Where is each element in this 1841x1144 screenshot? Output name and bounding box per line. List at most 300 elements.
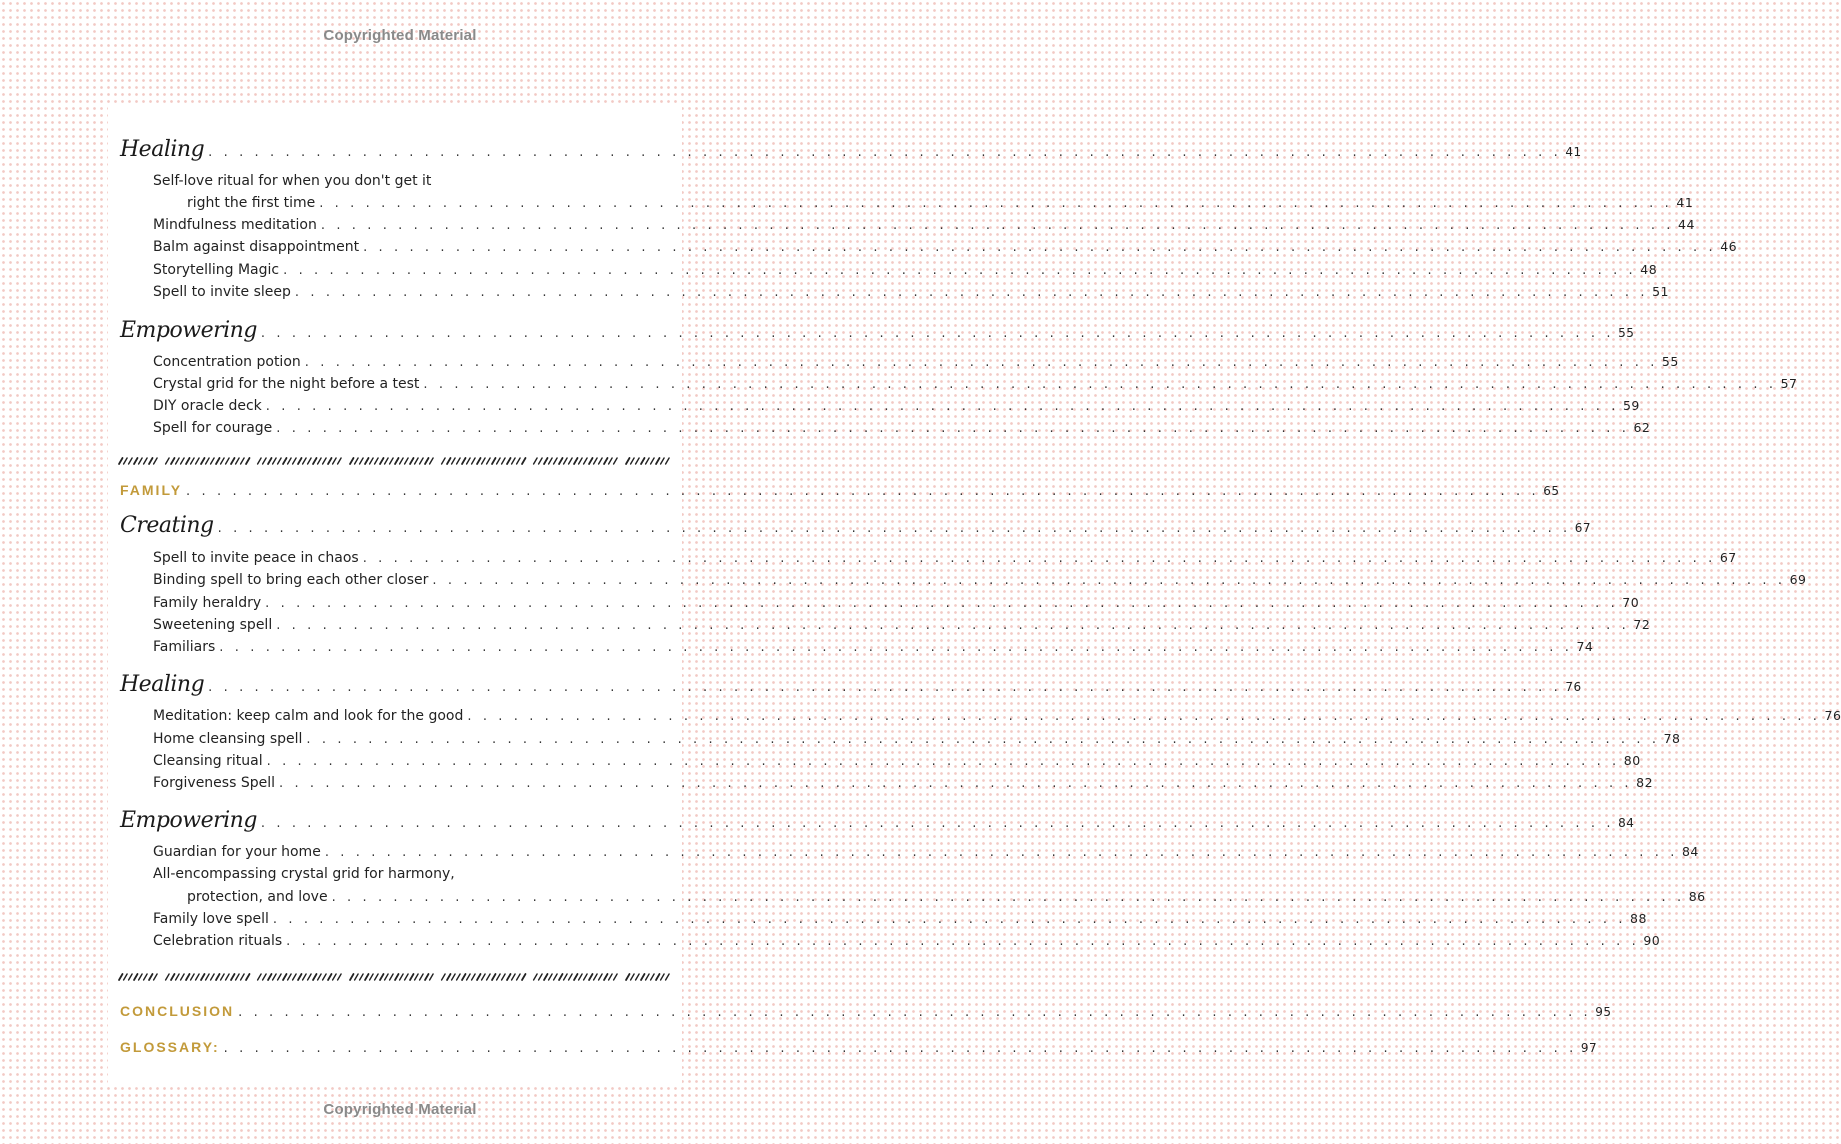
- entry-title: Home cleansing spell: [153, 731, 303, 747]
- section-title: Empowering: [120, 318, 257, 343]
- dot-leader: . . . . . . . . . . . . . . . . . . . . . . . . . . . . . . . . . . . . . . . . . . . . . . . . . . . . . . . . . . . . . . . . . . . . . . . . . . . . . . . . . . . . . . . .: [219, 640, 1573, 655]
- dot-leader: . . . . . . . . . . . . . . . . . . . . . . . . . . . . . . . . . . . . . . . . . . . . . . . . . . . . . . . . . . . . . . . . . . . . . . . . . . . . . . . . . . . . . . . .: [324, 845, 1678, 860]
- divider-stroke: [477, 974, 481, 980]
- divider-stroke: [226, 974, 230, 980]
- page-number: 76: [1824, 708, 1841, 723]
- toc-entry[interactable]: [153, 731, 1681, 747]
- divider-stroke: [452, 974, 456, 980]
- toc-section-creating[interactable]: [120, 513, 1592, 538]
- divider-stroke: [124, 458, 128, 464]
- page-number: 80: [1623, 753, 1641, 768]
- dot-leader: . . . . . . . . . . . . . . . . . . . . . . . . . . . . . . . . . . . . . . . . . . . . . . . . . . . . . . . . . . . . . . . . . . . . . . . . . . . . . . . . . . . . . . . .: [306, 732, 1660, 747]
- divider-stroke: [288, 974, 292, 980]
- divider-stroke: [380, 974, 384, 980]
- toc-chapter-conclusion[interactable]: [120, 1003, 1612, 1020]
- divider-stroke: [298, 974, 302, 980]
- toc-entry[interactable]: [153, 262, 1658, 278]
- divider-stroke: [385, 974, 389, 980]
- entry-title: Meditation: keep calm and look for the good: [153, 708, 464, 724]
- page-number: 51: [1652, 284, 1669, 299]
- dot-leader: . . . . . . . . . . . . . . . . . . . . . . . . . . . . . . . . . . . . . . . . . . . . . . . . . . . . . . . . . . . . . . . . . . . . . . . . . . . . . . . . . . . . . . . .: [238, 1005, 1592, 1020]
- divider-stroke: [579, 458, 583, 464]
- toc-chapter-glossary[interactable]: [120, 1039, 1598, 1056]
- toc-section-empowering[interactable]: [120, 808, 1635, 833]
- divider-stroke: [415, 458, 419, 464]
- divider-stroke: [589, 458, 593, 464]
- divider-stroke: [559, 458, 563, 464]
- divider-stroke: [482, 974, 486, 980]
- divider-stroke: [134, 974, 138, 980]
- divider-stroke: [166, 458, 170, 464]
- page-number: 59: [1622, 398, 1640, 413]
- divider-stroke: [380, 458, 384, 464]
- page-number: 69: [1789, 572, 1807, 587]
- divider-stroke: [544, 974, 548, 980]
- divider-stroke: [263, 974, 267, 980]
- divider-stroke: [599, 458, 603, 464]
- divider-stroke: [492, 458, 496, 464]
- page-number: 78: [1663, 731, 1681, 746]
- toc-section-empowering[interactable]: [120, 318, 1635, 343]
- entry-title: Familiars: [153, 639, 216, 655]
- divider-stroke: [549, 458, 553, 464]
- dot-leader: . . . . . . . . . . . . . . . . . . . . . . . . . . . . . . . . . . . . . . . . . . . . . . . . . . . . . . . . . . . . . . . . . . . . . . . . . . . . . . . . . . . . . . . .: [467, 709, 1821, 724]
- divider-stroke: [186, 974, 190, 980]
- dot-leader: . . . . . . . . . . . . . . . . . . . . . . . . . . . . . . . . . . . . . . . . . . . . . . . . . . . . . . . . . . . . . . . . . . . . . . . . . . . . . . . . . . . . . . . .: [320, 218, 1675, 233]
- divider-stroke: [400, 974, 404, 980]
- divider-stroke: [405, 974, 409, 980]
- divider-stroke: [507, 974, 511, 980]
- toc-entry[interactable]: [153, 398, 1640, 414]
- entry-title: Forgiveness Spell: [153, 775, 275, 791]
- toc-entry-line1: All-encompassing crystal grid for harmony,: [153, 866, 455, 882]
- page-number: 55: [1661, 354, 1679, 369]
- toc-entry[interactable]: [153, 753, 1641, 769]
- divider-stroke: [522, 974, 526, 980]
- divider-stroke: [154, 458, 158, 464]
- divider-stroke: [375, 458, 379, 464]
- divider-stroke: [375, 974, 379, 980]
- dot-leader: . . . . . . . . . . . . . . . . . . . . . . . . . . . . . . . . . . . . . . . . . . . . . . . . . . . . . . . . . . . . . . . . . . . . . . . . . . . . . . . . . . . . . . . .: [276, 618, 1630, 633]
- page-number: 62: [1633, 420, 1651, 435]
- divider-stroke: [241, 974, 245, 980]
- dot-leader: . . . . . . . . . . . . . . . . . . . . . . . . . . . . . . . . . . . . . . . . . . . . . . . . . . . . . . . . . . . . . . . . . . . . . . . . . . . . . . . . . . . . . . . .: [223, 1041, 1577, 1056]
- divider-stroke: [467, 458, 471, 464]
- divider-stroke: [442, 458, 446, 464]
- divider-stroke: [236, 458, 240, 464]
- divider-stroke: [171, 458, 175, 464]
- dot-leader: . . . . . . . . . . . . . . . . . . . . . . . . . . . . . . . . . . . . . . . . . . . . . . . . . . . . . . . . . . . . . . . . . . . . . . . . . . . . . . . . . . . . . . . .: [217, 521, 1571, 536]
- divider-stroke: [661, 458, 665, 464]
- divider-stroke: [410, 974, 414, 980]
- divider-stroke: [641, 458, 645, 464]
- divider-stroke: [661, 974, 665, 980]
- dot-leader: . . . . . . . . . . . . . . . . . . . . . . . . . . . . . . . . . . . . . . . . . . . . . . . . . . . . . . . . . . . . . . . . . . . . . . . . . . . . . . . . . . . . . . . .: [260, 816, 1615, 831]
- divider-stroke: [395, 458, 399, 464]
- divider-stroke: [385, 458, 389, 464]
- copyright-watermark-bottom: Copyrighted Material: [323, 1101, 477, 1118]
- divider-stroke: [323, 974, 327, 980]
- toc-entry-line1: Self-love ritual for when you don't get it: [153, 173, 432, 189]
- divider-stroke: [124, 974, 128, 980]
- entry-title: Spell to invite sleep: [153, 284, 291, 300]
- divider-stroke: [365, 458, 369, 464]
- divider-stroke: [512, 458, 515, 464]
- divider-stroke: [196, 974, 200, 980]
- divider-stroke: [636, 974, 640, 980]
- divider-stroke: [308, 974, 312, 980]
- dot-leader: . . . . . . . . . . . . . . . . . . . . . . . . . . . . . . . . . . . . . . . . . . . . . . . . . . . . . . . . . . . . . . . . . . . . . . . . . . . . . . . . . . . . . . . .: [265, 596, 1619, 611]
- divider-stroke: [231, 458, 235, 464]
- toc-entry[interactable]: [153, 239, 1738, 255]
- dot-leader: . . . . . . . . . . . . . . . . . . . . . . . . . . . . . . . . . . . . . . . . . . . . . . . . . . . . . . . . . . . . . . . . . . . . . . . . . . . . . . . . . . . . . . . .: [319, 196, 1673, 211]
- dot-leader: . . . . . . . . . . . . . . . . . . . . . . . . . . . . . . . . . . . . . . . . . . . . . . . . . . . . . . . . . . . . . . . . . . . . . . . . . . . . . . . . . . . . . . . .: [208, 680, 1562, 695]
- divider-stroke: [462, 974, 466, 980]
- divider-stroke: [360, 458, 364, 464]
- divider-stroke: [201, 458, 205, 464]
- divider-stroke: [350, 458, 354, 464]
- divider-stroke: [216, 974, 220, 980]
- divider-stroke: [181, 974, 185, 980]
- divider-stroke: [487, 974, 491, 980]
- section-title: Healing: [120, 672, 205, 697]
- divider-stroke: [641, 974, 645, 980]
- divider-stroke: [390, 458, 394, 464]
- dot-leader: . . . . . . . . . . . . . . . . . . . . . . . . . . . . . . . . . . . . . . . . . . . . . . . . . . . . . . . . . . . . . . . . . . . . . . . . . . . . . . . . . . . . . . . .: [283, 263, 1637, 278]
- divider-stroke: [134, 458, 138, 464]
- divider-stroke: [420, 974, 424, 980]
- divider-stroke: [221, 458, 225, 464]
- divider-stroke: [487, 458, 491, 464]
- section-title: Healing: [120, 137, 205, 162]
- divider-stroke: [425, 974, 429, 980]
- toc-entry[interactable]: [153, 572, 1807, 588]
- divider-stroke: [405, 458, 409, 464]
- toc-entry[interactable]: [153, 420, 1651, 436]
- divider-stroke: [614, 974, 618, 980]
- divider-stroke: [191, 974, 195, 980]
- entry-title: protection, and love: [187, 889, 328, 905]
- divider-stroke: [273, 458, 277, 464]
- divider-stroke: [246, 974, 250, 980]
- divider-stroke: [554, 974, 558, 980]
- dot-leader: . . . . . . . . . . . . . . . . . . . . . . . . . . . . . . . . . . . . . . . . . . . . . . . . . . . . . . . . . . . . . . . . . . . . . . . . . . . . . . . . . . . . . . . .: [363, 240, 1717, 255]
- divider-stroke: [288, 458, 292, 464]
- divider-stroke: [303, 458, 307, 464]
- divider-stroke: [370, 458, 374, 464]
- divider-stroke: [313, 974, 317, 980]
- divider-stroke: [646, 458, 650, 464]
- divider-stroke: [415, 974, 419, 980]
- divider-stroke: [278, 458, 282, 464]
- entry-title: Spell for courage: [153, 420, 273, 436]
- dot-leader: . . . . . . . . . . . . . . . . . . . . . . . . . . . . . . . . . . . . . . . . . . . . . . . . . . . . . . . . . . . . . . . . . . . . . . . . . . . . . . . . . . . . . . . .: [266, 754, 1620, 769]
- divider-stroke: [395, 974, 399, 980]
- divider-stroke: [656, 974, 660, 980]
- toc-entry[interactable]: [153, 708, 1841, 724]
- divider-stroke: [226, 458, 230, 464]
- divider-stroke: [584, 974, 588, 980]
- divider-stroke: [631, 974, 635, 980]
- divider-stroke: [365, 974, 369, 980]
- divider-stroke: [599, 974, 603, 980]
- entry-title: Spell to invite peace in chaos: [153, 550, 359, 566]
- divider-stroke: [149, 974, 153, 980]
- hatched-divider: [118, 456, 672, 466]
- divider-stroke: [430, 974, 434, 980]
- divider-stroke: [139, 974, 143, 980]
- divider-stroke: [355, 974, 359, 980]
- entry-title: Storytelling Magic: [153, 262, 280, 278]
- divider-stroke: [569, 458, 573, 464]
- entry-title: Balm against disappointment: [153, 239, 360, 255]
- divider-stroke: [492, 974, 496, 980]
- divider-stroke: [646, 974, 650, 980]
- divider-stroke: [430, 458, 434, 464]
- divider-stroke: [328, 974, 332, 980]
- divider-stroke: [574, 974, 578, 980]
- page-number: 46: [1720, 239, 1738, 254]
- divider-stroke: [196, 458, 200, 464]
- divider-stroke: [246, 458, 250, 464]
- divider-stroke: [636, 458, 640, 464]
- divider-stroke: [564, 458, 568, 464]
- divider-stroke: [390, 974, 394, 980]
- page-number: 90: [1643, 933, 1661, 948]
- divider-stroke: [554, 458, 558, 464]
- dot-leader: . . . . . . . . . . . . . . . . . . . . . . . . . . . . . . . . . . . . . . . . . . . . . . . . . . . . . . . . . . . . . . . . . . . . . . . . . . . . . . . . . . . . . . . .: [276, 421, 1630, 436]
- entry-title: right the first time: [187, 195, 316, 211]
- divider-stroke: [268, 974, 272, 980]
- dot-leader: . . . . . . . . . . . . . . . . . . . . . . . . . . . . . . . . . . . . . . . . . . . . . . . . . . . . . . . . . . . . . . . . . . . . . . . . . . . . . . . . . . . . . . . .: [260, 326, 1615, 341]
- toc-entry[interactable]: [187, 195, 1694, 211]
- divider-stroke: [626, 974, 630, 980]
- divider-stroke: [206, 974, 210, 980]
- page-number: 48: [1640, 262, 1658, 277]
- toc-entry[interactable]: [153, 775, 1654, 791]
- divider-stroke: [206, 458, 210, 464]
- divider-stroke: [539, 974, 543, 980]
- entry-title: Family love spell: [153, 911, 269, 927]
- page-number: 44: [1678, 217, 1695, 232]
- divider-stroke: [604, 974, 608, 980]
- divider-stroke: [323, 458, 327, 464]
- divider-stroke: [350, 974, 354, 980]
- toc-entry[interactable]: [153, 639, 1594, 655]
- toc-section-healing[interactable]: [120, 672, 1582, 697]
- dot-leader: . . . . . . . . . . . . . . . . . . . . . . . . . . . . . . . . . . . . . . . . . . . . . . . . . . . . . . . . . . . . . . . . . . . . . . . . . . . . . . . . . . . . . . . .: [286, 934, 1640, 949]
- page-number: 65: [1543, 484, 1560, 498]
- divider-stroke: [502, 974, 506, 980]
- divider-stroke: [656, 458, 660, 464]
- divider-stroke: [328, 458, 332, 464]
- divider-stroke: [517, 458, 521, 464]
- divider-stroke: [497, 458, 501, 464]
- toc-entry[interactable]: [153, 217, 1695, 233]
- divider-stroke: [181, 458, 185, 464]
- dot-leader: . . . . . . . . . . . . . . . . . . . . . . . . . . . . . . . . . . . . . . . . . . . . . . . . . . . . . . . . . . . . . . . . . . . . . . . . . . . . . . . . . . . . . . . .: [272, 912, 1627, 927]
- divider-stroke: [308, 458, 312, 464]
- divider-stroke: [236, 974, 240, 980]
- divider-stroke: [594, 458, 598, 464]
- divider-stroke: [462, 458, 466, 464]
- copyright-watermark-top: Copyrighted Material: [323, 27, 477, 44]
- divider-stroke: [166, 974, 170, 980]
- divider-stroke: [333, 458, 337, 464]
- page-number: 97: [1580, 1041, 1598, 1055]
- entry-title: Concentration potion: [153, 354, 301, 370]
- divider-stroke: [609, 974, 613, 980]
- divider-stroke: [191, 458, 195, 464]
- divider-stroke: [467, 974, 471, 980]
- divider-stroke: [333, 974, 337, 980]
- divider-stroke: [589, 974, 593, 980]
- entry-title: Family heraldry: [153, 595, 262, 611]
- divider-stroke: [370, 974, 374, 980]
- divider-stroke: [283, 974, 287, 980]
- page-number: 41: [1565, 145, 1582, 159]
- toc-entry[interactable]: [153, 911, 1647, 927]
- divider-stroke: [338, 458, 342, 464]
- divider-stroke: [338, 974, 342, 980]
- divider-stroke: [594, 974, 598, 980]
- entry-title: Celebration rituals: [153, 933, 283, 949]
- toc-chapter-family[interactable]: [120, 482, 1560, 499]
- divider-stroke: [584, 458, 588, 464]
- divider-stroke: [534, 974, 538, 980]
- divider-stroke: [539, 458, 543, 464]
- divider-stroke: [176, 974, 180, 980]
- page-number: 72: [1633, 617, 1651, 632]
- divider-stroke: [442, 974, 446, 980]
- page-number: 84: [1681, 844, 1699, 859]
- toc-entry[interactable]: [187, 889, 1706, 905]
- divider-stroke: [564, 974, 568, 980]
- page-number: 95: [1595, 1005, 1612, 1019]
- dot-leader: . . . . . . . . . . . . . . . . . . . . . . . . . . . . . . . . . . . . . . . . . . . . . . . . . . . . . . . . . . . . . . . . . . . . . . . . . . . . . . . . . . . . . . . .: [208, 145, 1562, 160]
- page-number: 70: [1622, 595, 1640, 610]
- chapter-title: FAMILY: [120, 482, 183, 498]
- divider-stroke: [420, 458, 424, 464]
- divider-stroke: [119, 458, 123, 464]
- divider-stroke: [139, 458, 143, 464]
- toc-entry[interactable]: [153, 376, 1798, 392]
- dot-leader: . . . . . . . . . . . . . . . . . . . . . . . . . . . . . . . . . . . . . . . . . . . . . . . . . . . . . . . . . . . . . . . . . . . . . . . . . . . . . . . . . . . . . . . .: [294, 285, 1649, 300]
- divider-stroke: [211, 458, 215, 464]
- divider-stroke: [507, 458, 511, 464]
- entry-title: Sweetening spell: [153, 617, 273, 633]
- divider-stroke: [574, 458, 578, 464]
- divider-stroke: [549, 974, 553, 980]
- divider-stroke: [544, 458, 548, 464]
- divider-stroke: [283, 458, 287, 464]
- entry-title: Binding spell to bring each other closer: [153, 572, 429, 588]
- entry-title: DIY oracle deck: [153, 398, 262, 414]
- divider-stroke: [457, 458, 461, 464]
- divider-stroke: [517, 974, 521, 980]
- divider-stroke: [482, 458, 486, 464]
- divider-stroke: [231, 974, 235, 980]
- divider-stroke: [609, 458, 613, 464]
- dot-leader: . . . . . . . . . . . . . . . . . . . . . . . . . . . . . . . . . . . . . . . . . . . . . . . . . . . . . . . . . . . . . . . . . . . . . . . . . . . . . . . . . . . . . . . .: [304, 355, 1658, 370]
- divider-stroke: [447, 974, 451, 980]
- chapter-title: CONCLUSION: [120, 1003, 235, 1019]
- divider-stroke: [258, 974, 262, 980]
- page-number: 84: [1618, 816, 1635, 830]
- divider-stroke: [534, 458, 538, 464]
- dot-leader: . . . . . . . . . . . . . . . . . . . . . . . . . . . . . . . . . . . . . . . . . . . . . . . . . . . . . . . . . . . . . . . . . . . . . . . . . . . . . . . . . . . . . . . .: [279, 776, 1633, 791]
- divider-stroke: [216, 458, 220, 464]
- divider-stroke: [502, 458, 506, 464]
- divider-stroke: [666, 974, 670, 980]
- toc-entry[interactable]: [153, 595, 1640, 611]
- entry-title: Guardian for your home: [153, 844, 321, 860]
- divider-stroke: [631, 458, 635, 464]
- divider-stroke: [651, 458, 655, 464]
- divider-stroke: [293, 458, 297, 464]
- divider-stroke: [273, 974, 277, 980]
- page-number: 55: [1618, 326, 1635, 340]
- toc-entry[interactable]: [153, 284, 1669, 300]
- toc-entry[interactable]: [153, 844, 1699, 860]
- divider-stroke: [119, 974, 123, 980]
- page-number: 57: [1780, 376, 1798, 391]
- page-number: 67: [1574, 521, 1592, 535]
- divider-stroke: [258, 458, 262, 464]
- divider-stroke: [263, 458, 267, 464]
- dot-leader: . . . . . . . . . . . . . . . . . . . . . . . . . . . . . . . . . . . . . . . . . . . . . . . . . . . . . . . . . . . . . . . . . . . . . . . . . . . . . . . . . . . . . . . .: [265, 399, 1619, 414]
- divider-stroke: [410, 458, 414, 464]
- divider-stroke: [144, 974, 148, 980]
- divider-stroke: [268, 458, 272, 464]
- divider-stroke: [400, 458, 404, 464]
- toc-entry[interactable]: [153, 933, 1661, 949]
- page-number: 86: [1688, 889, 1706, 904]
- divider-stroke: [129, 458, 133, 464]
- divider-stroke: [614, 458, 618, 464]
- divider-stroke: [176, 458, 180, 464]
- toc-entry[interactable]: [153, 617, 1651, 633]
- toc-entry[interactable]: [153, 354, 1679, 370]
- page-number: 88: [1630, 911, 1647, 926]
- divider-stroke: [472, 974, 476, 980]
- divider-stroke: [318, 974, 322, 980]
- divider-stroke: [313, 458, 317, 464]
- divider-stroke: [559, 974, 563, 980]
- divider-stroke: [472, 458, 476, 464]
- page-number: 76: [1565, 680, 1582, 694]
- dot-leader: . . . . . . . . . . . . . . . . . . . . . . . . . . . . . . . . . . . . . . . . . . . . . . . . . . . . . . . . . . . . . . . . . . . . . . . . . . . . . . . . . . . . . . . .: [186, 484, 1540, 499]
- divider-stroke: [477, 458, 481, 464]
- chapter-title: GLOSSARY:: [120, 1039, 220, 1055]
- toc-section-healing[interactable]: [120, 137, 1582, 162]
- divider-stroke: [211, 974, 215, 980]
- divider-stroke: [452, 458, 456, 464]
- divider-stroke: [154, 974, 158, 980]
- divider-stroke: [512, 974, 515, 980]
- entry-title: Mindfulness meditation: [153, 217, 317, 233]
- divider-stroke: [497, 974, 501, 980]
- dot-leader: . . . . . . . . . . . . . . . . . . . . . . . . . . . . . . . . . . . . . . . . . . . . . . . . . . . . . . . . . . . . . . . . . . . . . . . . . . . . . . . . . . . . . . . .: [331, 890, 1685, 905]
- divider-stroke: [626, 458, 630, 464]
- divider-stroke: [447, 458, 451, 464]
- entry-title: Cleansing ritual: [153, 753, 263, 769]
- divider-stroke: [604, 458, 608, 464]
- divider-stroke: [144, 458, 148, 464]
- divider-stroke: [129, 974, 133, 980]
- divider-stroke: [149, 458, 153, 464]
- toc-entry[interactable]: [153, 550, 1737, 566]
